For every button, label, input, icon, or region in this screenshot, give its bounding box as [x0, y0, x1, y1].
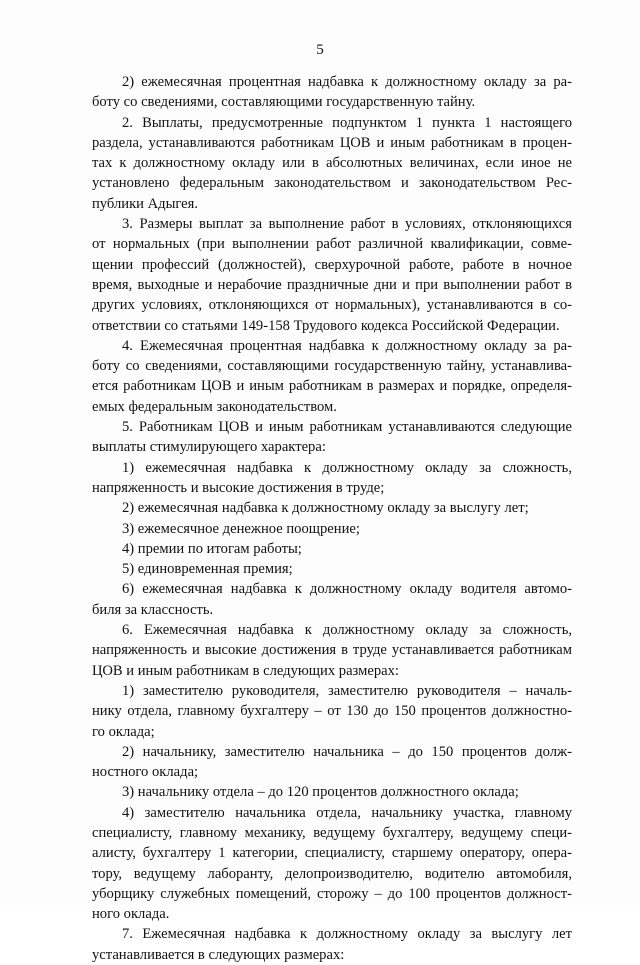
text-line: 6. Ежемесячная надбавка к должностному окладу за сложность,	[122, 622, 572, 639]
text-line: 3) ежемесячное денежное поощрение;	[122, 520, 360, 537]
text-line: 2) начальнику, заместителю начальника – до 150 процентов долж-	[122, 743, 572, 760]
text-line: нику отдела, главному бухгалтеру – от 130 до 150 процентов должностно-	[92, 703, 572, 720]
text-line: уборщику служебных помещений, сторожу – до 100 процентов должност-	[92, 885, 572, 902]
text-line: ответствии со статьями 149-158 Трудового кодекса Российской Федерации.	[92, 317, 560, 334]
paragraph	[92, 803, 572, 925]
text-line: 5. Работникам ЦОВ и иным работникам устанавливаются следующие	[122, 419, 572, 436]
text-line: 4) заместителю начальника отдела, начальнику участка, главному	[122, 804, 572, 821]
paragraph	[92, 620, 572, 681]
text-line: ностного оклада;	[92, 764, 199, 781]
paragraph	[92, 113, 572, 214]
text-line: ется работникам ЦОВ и иным работникам в размерах и порядке, определя-	[92, 378, 572, 395]
paragraph	[92, 336, 572, 417]
text-line: специалисту, главному механику, ведущему бухгалтеру, ведущему специ-	[92, 824, 572, 841]
text-line: 2) ежемесячная надбавка к должностному окладу за выслугу лет;	[122, 500, 529, 517]
text-line: 3. Размеры выплат за выполнение работ в условиях, отклоняющихся	[122, 216, 572, 233]
text-line: тах к должностному окладу или в абсолютных величинах, если иное не	[92, 155, 572, 172]
text-line: ЦОВ и иным работникам в следующих размерах:	[92, 662, 399, 679]
text-line: от нормальных (при выполнении работ различной квалификации, совме-	[92, 236, 572, 253]
text-line: емых федеральным законодательством.	[92, 398, 337, 415]
text-line: раздела, устанавливаются работникам ЦОВ и иным работникам в процен-	[92, 134, 572, 151]
paragraph	[92, 214, 572, 336]
text-line: других условиях, отклоняющихся от нормальных), устанавливаются в со-	[92, 297, 572, 314]
paragraph	[92, 559, 572, 579]
text-line: напряженность и высокие достижения в труде устанавливается работникам	[92, 642, 572, 659]
text-line: 4) премии по итогам работы;	[122, 540, 302, 557]
text-line: боту со сведениями, составляющими государственную тайну.	[92, 94, 476, 111]
paragraph	[92, 458, 572, 499]
text-line: 2. Выплаты, предусмотренные подпунктом 1 пункта 1 настоящего	[122, 114, 572, 131]
text-line: время, выходные и нерабочие праздничные дни и при выполнении работ в	[92, 276, 572, 293]
text-line: боту со сведениями, составляющими государственную тайну, устанавлива-	[92, 358, 572, 375]
text-line: щении профессий (должностей), сверхурочной работе, работе в ночное	[92, 256, 572, 273]
text-line: 2) ежемесячная процентная надбавка к должностному окладу за ра-	[122, 74, 572, 90]
text-line: 1) ежемесячная надбавка к должностному окладу за сложность,	[122, 459, 572, 476]
text-line: устанавливается в следующих размерах:	[92, 946, 345, 963]
paragraph	[92, 498, 572, 518]
text-line: 3) начальнику отдела – до 120 процентов должностного оклада;	[122, 784, 519, 801]
text-line: алисту, бухгалтеру 1 категории, специалисту, старшему оператору, опера-	[92, 845, 572, 862]
paragraph	[92, 72, 572, 113]
paragraph	[92, 924, 572, 965]
paragraph	[92, 579, 572, 620]
text-line: 5) единовременная премия;	[122, 561, 293, 578]
paragraph	[92, 519, 572, 539]
text-line: биля за классность.	[92, 601, 214, 618]
paragraph	[92, 782, 572, 802]
paragraph	[92, 681, 572, 742]
paragraph	[92, 417, 572, 458]
paragraph	[92, 742, 572, 783]
text-line: тору, ведущему лаборанту, делопроизводителю, водителю автомобиля,	[92, 865, 572, 882]
text-line: установлено федеральным законодательством и законодательством Рес-	[92, 175, 572, 192]
text-line: 7. Ежемесячная надбавка к должностному окладу за выслугу лет	[122, 926, 572, 943]
text-line: выплаты стимулирующего характера:	[92, 439, 326, 456]
text-line: публики Адыгея.	[92, 195, 199, 212]
paragraph	[92, 539, 572, 559]
text-line: го оклада;	[92, 723, 155, 740]
page-number: 5	[316, 42, 324, 58]
text-line: напряженность и высокие достижения в труде;	[92, 479, 385, 496]
document-body	[92, 72, 572, 965]
text-line: 6) ежемесячная надбавка к должностному окладу водителя автомо-	[122, 581, 572, 598]
text-line: ного оклада.	[92, 906, 170, 923]
text-line: 4. Ежемесячная процентная надбавка к должностному окладу за ра-	[122, 337, 572, 354]
text-line: 1) заместителю руководителя, заместителю руководителя – началь-	[122, 682, 572, 699]
